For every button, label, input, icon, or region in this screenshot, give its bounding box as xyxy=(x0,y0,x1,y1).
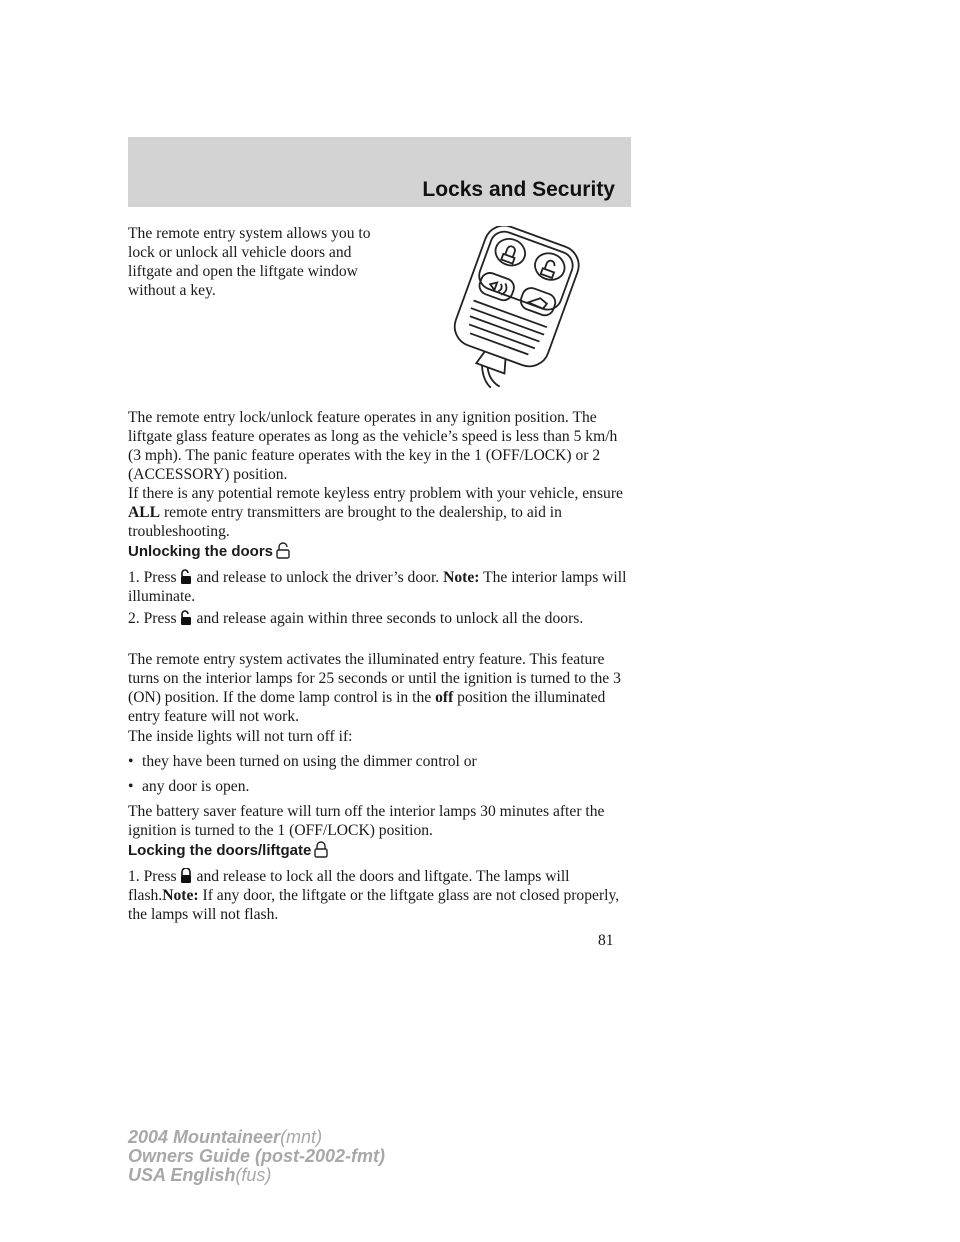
bullet-item: • they have been turned on using the dimmer control or xyxy=(128,753,477,770)
page-number: 81 xyxy=(598,932,614,949)
keyless-remote-fob-icon xyxy=(440,226,584,396)
footer-line-2: Owners Guide (post-2002-fmt) xyxy=(128,1146,386,1166)
features-paragraph: The remote entry lock/unlock feature operates in any ignition position. The liftgate glass feature operates as long as the vehicle’s speed is less than 5 km/h (3 mph). The panic feature operates with the key in the 1 (OFF/LOCK) or 2 (ACCESSORY) position. xyxy=(128,409,618,483)
unlock-button-icon xyxy=(179,569,193,585)
lock-button-icon xyxy=(179,868,193,884)
document-footer xyxy=(128,1128,385,1185)
section-header-band xyxy=(128,137,631,207)
unlock-button-icon xyxy=(179,610,193,626)
inside-lights-paragraph: The inside lights will not turn off if: xyxy=(128,728,353,745)
footer-line-1: 2004 Mountaineer(mnt) xyxy=(128,1127,323,1147)
all-emphasis: ALL xyxy=(128,504,161,521)
unlock-icon xyxy=(275,541,291,559)
intro-paragraph: The remote entry system allows you to lock or unlock all vehicle doors and liftgate and open the liftgate window without a key. xyxy=(128,225,371,299)
unlock-step-2: 2. Press and release again within three seconds to unlock all the doors. xyxy=(128,610,584,627)
problem-paragraph: If there is any potential remote keyless entry problem with your vehicle, ensure ALL remote entry transmitters are brought to the dealership, to aid in troubleshooting. xyxy=(128,485,623,540)
locking-heading: Locking the doors/liftgate xyxy=(128,840,333,860)
bullet-item: • any door is open. xyxy=(128,778,250,795)
footer-line-3: USA English(fus) xyxy=(128,1165,272,1185)
section-title: Locks and Security xyxy=(422,178,615,201)
illuminated-entry-paragraph: The remote entry system activates the illuminated entry feature. This feature turns on the interior lamps for 25 seconds or until the ignition is turned to the 3 (ON) position. If the dome lamp control is in the off position the illuminated entry feature will not work. xyxy=(128,651,621,725)
lock-step-1: 1. Press and release to lock all the doors and liftgate. The lamps will flash.Note: If any door, the liftgate or the liftgate glass are not closed properly, the lamps will not flash. xyxy=(128,868,620,923)
battery-saver-paragraph: The battery saver feature will turn off the interior lamps 30 minutes after the ignition is turned to the 1 (OFF/LOCK) position. xyxy=(128,803,605,839)
unlock-step-1: 1. Press and release to unlock the driver’s door. Note: The interior lamps will illuminate. xyxy=(128,569,627,605)
lock-icon xyxy=(313,840,329,858)
bullet-dot: • xyxy=(128,753,134,770)
unlocking-heading: Unlocking the doors xyxy=(128,541,295,561)
bullet-dot: • xyxy=(128,778,134,795)
